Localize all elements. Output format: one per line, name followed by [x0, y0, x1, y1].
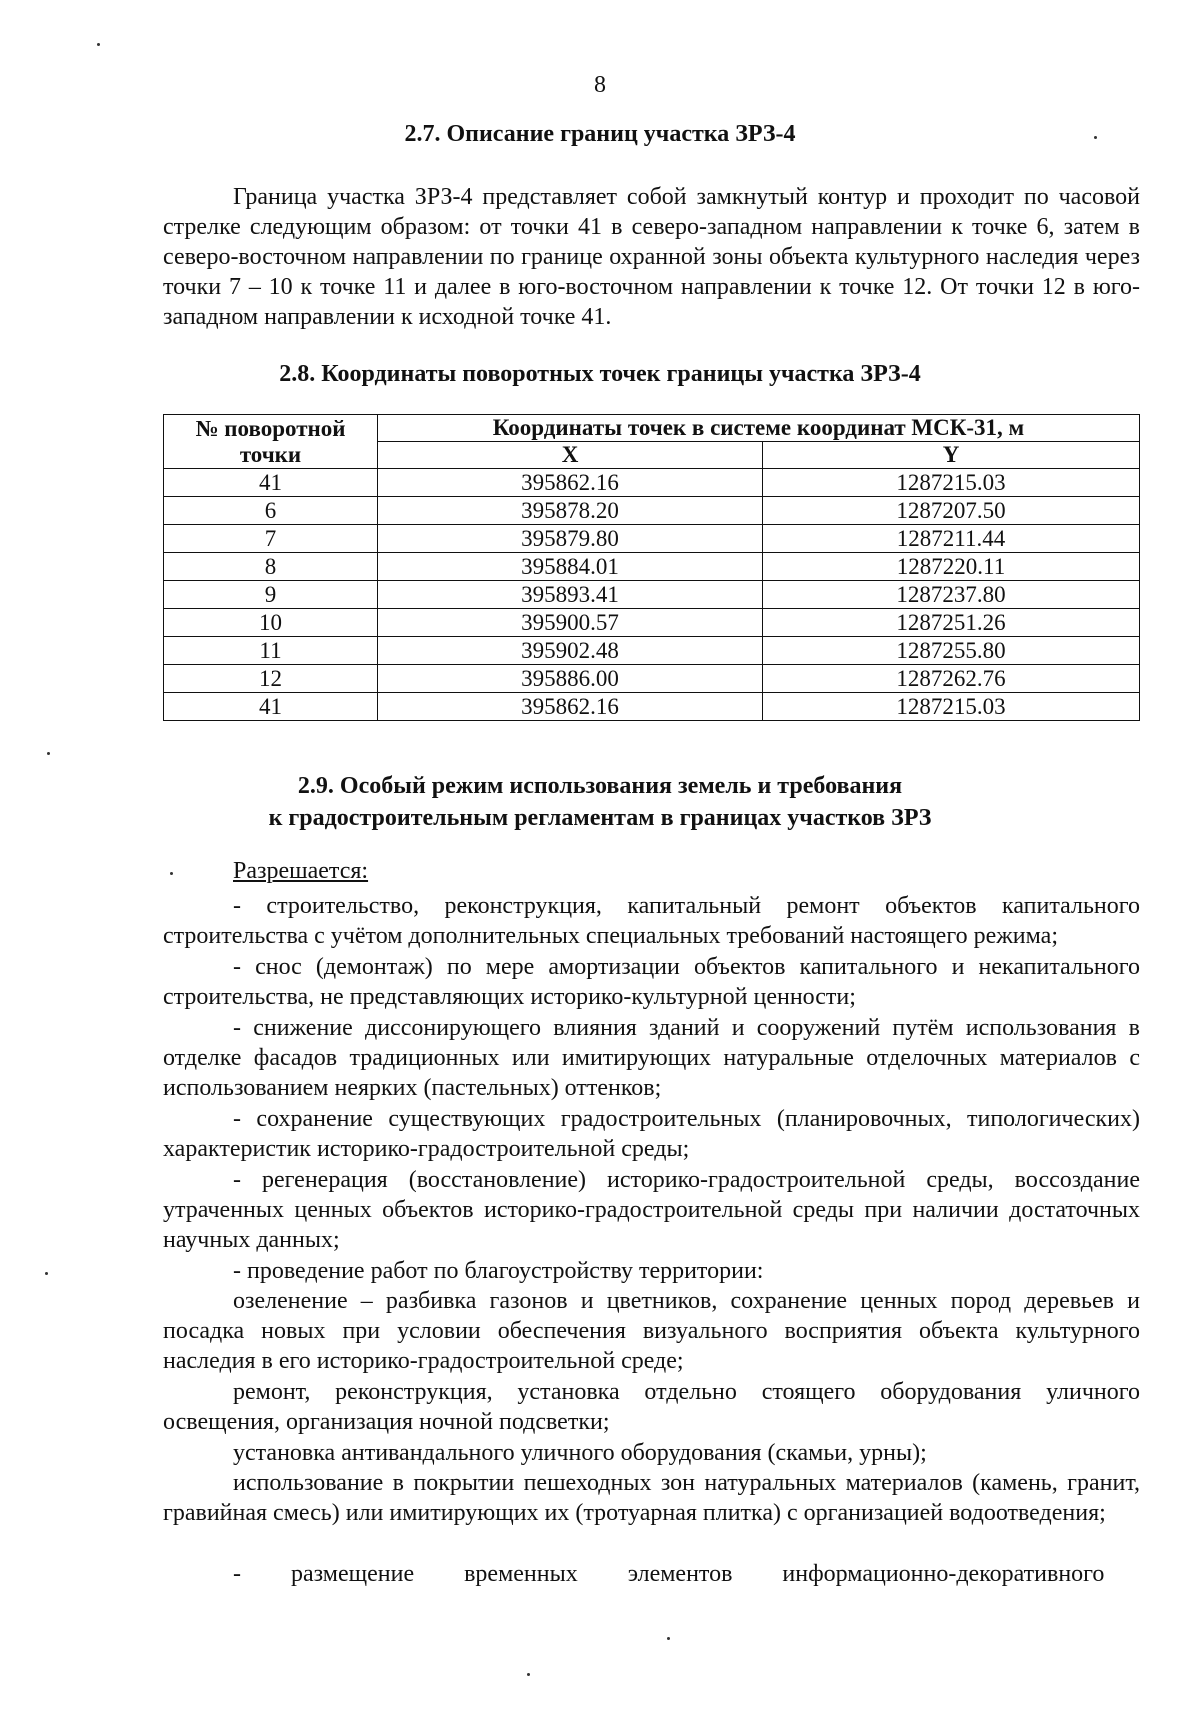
allowed-item: - снос (демонтаж) по мере амортизации объектов капитального и некапитального строительства, не представляющих историко-культурной ценности; [163, 954, 1140, 1010]
table-row [164, 693, 1140, 721]
table-row [164, 469, 1140, 497]
cell-point: 7 [164, 525, 378, 553]
header-point-number: № поворотной точки [164, 415, 378, 469]
allowed-item: - проведение работ по благоустройству территории: [233, 1258, 764, 1284]
cell-point: 41 [164, 693, 378, 721]
table-row [164, 553, 1140, 581]
scan-speck [527, 1673, 530, 1676]
table-row [164, 581, 1140, 609]
cell-y: 1287220.11 [763, 553, 1140, 581]
section-2-9-title-line2: к градостроительным регламентам в границах участков ЗРЗ [268, 805, 932, 831]
allowed-item: использование в покрытии пешеходных зон натуральных материалов (камень, гранит, гравийная смесь) или имитирующих их (тротуарная плитка) с организацией водоотведения; [163, 1470, 1140, 1526]
header-y: Y [763, 442, 1140, 469]
allowed-item: - снижение диссонирующего влияния зданий и сооружений путём использования в отделке фасадов традиционных или имитирующих натуральные отделочных материалов с использованием неярких (пастельных) оттенков; [163, 1015, 1140, 1101]
cell-x: 395902.48 [378, 637, 763, 665]
cell-x: 395878.20 [378, 497, 763, 525]
cell-point: 12 [164, 665, 378, 693]
scan-speck [45, 1272, 48, 1275]
cell-point: 6 [164, 497, 378, 525]
cell-point: 11 [164, 637, 378, 665]
allowed-item: - размещение временных элементов информационно-декоративного [233, 1561, 1105, 1587]
scan-speck [170, 872, 173, 875]
allowed-item: ремонт, реконструкция, установка отдельно стоящего оборудования уличного освещения, организация ночной подсветки; [163, 1379, 1140, 1435]
cell-y: 1287255.80 [763, 637, 1140, 665]
cell-point: 41 [164, 469, 378, 497]
cell-x: 395900.57 [378, 609, 763, 637]
scan-speck [1094, 136, 1097, 139]
section-2-7-text [163, 182, 1140, 332]
allowed-item: установка антивандального уличного оборудования (скамьи, урны); [233, 1440, 927, 1466]
cell-y: 1287251.26 [763, 609, 1140, 637]
cell-y: 1287215.03 [763, 693, 1140, 721]
table-row [164, 525, 1140, 553]
cell-point: 8 [164, 553, 378, 581]
cell-x: 395862.16 [378, 469, 763, 497]
cell-y: 1287207.50 [763, 497, 1140, 525]
header-coordinates: Координаты точек в системе координат МСК-31, м [378, 415, 1140, 442]
scan-speck [97, 43, 100, 46]
header-x: X [378, 442, 763, 469]
cell-y: 1287211.44 [763, 525, 1140, 553]
allowed-item: - строительство, реконструкция, капитальный ремонт объектов капитального строительства с учётом дополнительных специальных требований настоящего режима; [163, 893, 1140, 949]
table-row [164, 637, 1140, 665]
scan-speck [47, 752, 50, 755]
cell-point: 10 [164, 609, 378, 637]
allowed-label: Разрешается: [233, 858, 369, 884]
section-2-7-title: 2.7. Описание границ участка ЗРЗ-4 [404, 121, 796, 147]
scan-speck [667, 1637, 670, 1640]
section-2-8-title: 2.8. Координаты поворотных точек границы участка ЗРЗ-4 [279, 361, 921, 387]
cell-x: 395886.00 [378, 665, 763, 693]
allowed-item: озеленение – разбивка газонов и цветников, сохранение ценных пород деревьев и посадка новых при условии обеспечения визуального восприятия объекта культурного наследия в его историко-градостроительной среде; [163, 1288, 1140, 1374]
cell-y: 1287237.80 [763, 581, 1140, 609]
table-row [164, 609, 1140, 637]
page-number: 8 [594, 72, 606, 98]
allowed-item: - регенерация (восстановление) историко-градостроительной среды, воссоздание утраченных ценных объектов историко-градостроительной среды при наличии достаточных научных данных; [163, 1167, 1140, 1253]
cell-x: 395862.16 [378, 693, 763, 721]
allowed-item: - сохранение существующих градостроительных (планировочных, типологических) характеристик историко-градостроительной среды; [163, 1106, 1140, 1162]
cell-x: 395893.41 [378, 581, 763, 609]
section-2-7-text-body: Граница участка ЗРЗ-4 представляет собой замкнутый контур и проходит по часовой стрелке следующим образом: от точки 41 в северо-западном направлении к точке 6, затем в северо-восточном направлении по границе охранной зоны объекта культурного наследия через точки 7 – 10 к точке 11 и далее в юго-восточном направлении к точке 12. От точки 12 в юго-западном направлении к исходной точке 41. [163, 184, 1140, 330]
cell-point: 9 [164, 581, 378, 609]
cell-x: 395884.01 [378, 553, 763, 581]
coordinates-table [163, 414, 1140, 721]
cell-y: 1287262.76 [763, 665, 1140, 693]
cell-x: 395879.80 [378, 525, 763, 553]
cell-y: 1287215.03 [763, 469, 1140, 497]
section-2-9-title-line1: 2.9. Особый режим использования земель и требования [297, 773, 903, 799]
table-row [164, 497, 1140, 525]
table-row [164, 665, 1140, 693]
